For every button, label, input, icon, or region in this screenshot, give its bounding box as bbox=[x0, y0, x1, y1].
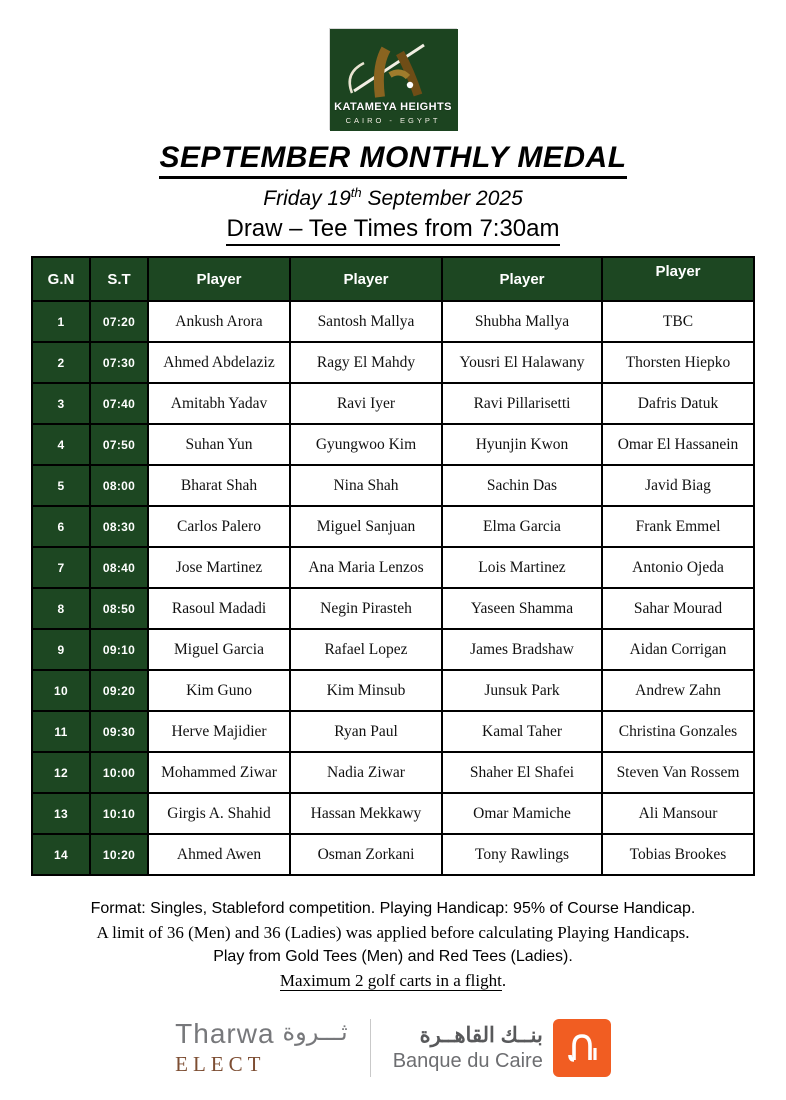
table-row bbox=[32, 301, 754, 342]
player-cell: Gyungwoo Kim bbox=[290, 424, 442, 465]
player-cell: Shubha Mallya bbox=[442, 301, 602, 342]
sponsor-divider bbox=[370, 1019, 371, 1077]
player-cell: Miguel Sanjuan bbox=[290, 506, 442, 547]
table-row bbox=[32, 383, 754, 424]
player-cell: Thorsten Hiepko bbox=[602, 342, 754, 383]
player-cell: Steven Van Rossem bbox=[602, 752, 754, 793]
table-row bbox=[32, 752, 754, 793]
club-name: KATAMEYA HEIGHTS bbox=[334, 101, 452, 113]
start-time-cell: 08:30 bbox=[90, 506, 148, 547]
player-cell: Herve Majidier bbox=[148, 711, 290, 752]
note-limit: A limit of 36 (Men) and 36 (Ladies) was applied before calculating Playing Handicaps. bbox=[96, 923, 690, 942]
event-date-prefix: Friday 19 bbox=[263, 187, 351, 210]
tharwa-latin-text: Tharwa bbox=[175, 1018, 275, 1049]
table-row bbox=[32, 465, 754, 506]
player-cell: Amitabh Yadav bbox=[148, 383, 290, 424]
player-cell: Javid Biag bbox=[602, 465, 754, 506]
column-header: S.T bbox=[90, 257, 148, 301]
group-number-cell: 3 bbox=[32, 383, 90, 424]
table-row bbox=[32, 506, 754, 547]
player-cell: Ana Maria Lenzos bbox=[290, 547, 442, 588]
column-header: Player bbox=[148, 257, 290, 301]
player-cell: Rasoul Madadi bbox=[148, 588, 290, 629]
player-cell: Carlos Palero bbox=[148, 506, 290, 547]
player-cell: James Bradshaw bbox=[442, 629, 602, 670]
table-row bbox=[32, 711, 754, 752]
group-number-cell: 9 bbox=[32, 629, 90, 670]
group-number-cell: 14 bbox=[32, 834, 90, 875]
competition-notes bbox=[0, 897, 786, 993]
tharwa-elect-text: ELECT bbox=[175, 1052, 266, 1076]
start-time-cell: 10:00 bbox=[90, 752, 148, 793]
arch-icon bbox=[562, 1028, 602, 1068]
group-number-cell: 7 bbox=[32, 547, 90, 588]
group-number-cell: 5 bbox=[32, 465, 90, 506]
tee-times-table bbox=[31, 256, 755, 876]
page-title: SEPTEMBER MONTHLY MEDAL bbox=[159, 141, 626, 179]
start-time-cell: 08:00 bbox=[90, 465, 148, 506]
player-cell: Girgis A. Shahid bbox=[148, 793, 290, 834]
group-number-cell: 12 bbox=[32, 752, 90, 793]
event-date bbox=[0, 185, 786, 211]
table-row bbox=[32, 424, 754, 465]
player-cell: Antonio Ojeda bbox=[602, 547, 754, 588]
player-cell: Hyunjin Kwon bbox=[442, 424, 602, 465]
player-cell: Omar Mamiche bbox=[442, 793, 602, 834]
player-cell: Nina Shah bbox=[290, 465, 442, 506]
table-row bbox=[32, 588, 754, 629]
player-cell: Ryan Paul bbox=[290, 711, 442, 752]
tharwa-arabic-text: ثـــروة bbox=[282, 1019, 348, 1046]
group-number-cell: 2 bbox=[32, 342, 90, 383]
table-row bbox=[32, 342, 754, 383]
player-cell: Frank Emmel bbox=[602, 506, 754, 547]
table-row bbox=[32, 547, 754, 588]
player-cell: Ravi Pillarisetti bbox=[442, 383, 602, 424]
player-cell: Elma Garcia bbox=[442, 506, 602, 547]
player-cell: Tony Rawlings bbox=[442, 834, 602, 875]
player-cell: Miguel Garcia bbox=[148, 629, 290, 670]
player-cell: TBC bbox=[602, 301, 754, 342]
player-cell: Tobias Brookes bbox=[602, 834, 754, 875]
player-cell: Kim Guno bbox=[148, 670, 290, 711]
group-number-cell: 8 bbox=[32, 588, 90, 629]
start-time-cell: 10:10 bbox=[90, 793, 148, 834]
player-cell: Andrew Zahn bbox=[602, 670, 754, 711]
table-row bbox=[32, 629, 754, 670]
player-cell: Sachin Das bbox=[442, 465, 602, 506]
player-cell: Jose Martinez bbox=[148, 547, 290, 588]
group-number-cell: 1 bbox=[32, 301, 90, 342]
column-header: Player bbox=[602, 257, 754, 301]
start-time-cell: 07:20 bbox=[90, 301, 148, 342]
player-cell: Ahmed Awen bbox=[148, 834, 290, 875]
player-cell: Lois Martinez bbox=[442, 547, 602, 588]
table-row bbox=[32, 670, 754, 711]
start-time-cell: 10:20 bbox=[90, 834, 148, 875]
player-cell: Dafris Datuk bbox=[602, 383, 754, 424]
start-time-cell: 07:50 bbox=[90, 424, 148, 465]
player-cell: Kim Minsub bbox=[290, 670, 442, 711]
player-cell: Hassan Mekkawy bbox=[290, 793, 442, 834]
start-time-cell: 08:40 bbox=[90, 547, 148, 588]
club-location: CAIRO - EGYPT bbox=[345, 116, 441, 125]
player-cell: Yousri El Halawany bbox=[442, 342, 602, 383]
note-carts-period: . bbox=[501, 971, 507, 990]
start-time-cell: 08:50 bbox=[90, 588, 148, 629]
player-cell: Ahmed Abdelaziz bbox=[148, 342, 290, 383]
note-carts bbox=[0, 969, 786, 993]
draw-subtitle: Draw – Tee Times from 7:30am bbox=[226, 215, 559, 246]
start-time-cell: 07:40 bbox=[90, 383, 148, 424]
player-cell: Mohammed Ziwar bbox=[148, 752, 290, 793]
banque-latin-text: Banque du Caire bbox=[392, 1049, 543, 1072]
player-cell: Kamal Taher bbox=[442, 711, 602, 752]
player-cell: Santosh Mallya bbox=[290, 301, 442, 342]
group-number-cell: 13 bbox=[32, 793, 90, 834]
club-logo bbox=[329, 28, 457, 130]
banque-icon-tile bbox=[553, 1019, 611, 1077]
player-cell: Nadia Ziwar bbox=[290, 752, 442, 793]
player-cell: Osman Zorkani bbox=[290, 834, 442, 875]
start-time-cell: 09:20 bbox=[90, 670, 148, 711]
player-cell: Yaseen Shamma bbox=[442, 588, 602, 629]
start-time-cell: 09:30 bbox=[90, 711, 148, 752]
note-format: Format: Singles, Stableford competition. Playing Handicap: 95% of Course Handicap. bbox=[90, 900, 696, 917]
player-cell: Omar El Hassanein bbox=[602, 424, 754, 465]
banque-du-caire-logo bbox=[393, 1019, 611, 1077]
group-number-cell: 10 bbox=[32, 670, 90, 711]
player-cell: Christina Gonzales bbox=[602, 711, 754, 752]
column-header: G.N bbox=[32, 257, 90, 301]
player-cell: Suhan Yun bbox=[148, 424, 290, 465]
table-row bbox=[32, 793, 754, 834]
column-header: Player bbox=[290, 257, 442, 301]
group-number-cell: 11 bbox=[32, 711, 90, 752]
start-time-cell: 09:10 bbox=[90, 629, 148, 670]
player-cell: Ragy El Mahdy bbox=[290, 342, 442, 383]
tharwa-elect-logo bbox=[175, 1018, 348, 1077]
banque-arabic-text: بنــك القاهــرة bbox=[419, 1023, 543, 1047]
player-cell: Ankush Arora bbox=[148, 301, 290, 342]
club-logo-box bbox=[329, 28, 457, 130]
note-carts-underlined: Maximum 2 golf carts in a flight bbox=[279, 971, 502, 990]
event-date-ordinal: th bbox=[350, 185, 362, 200]
player-cell: Aidan Corrigan bbox=[602, 629, 754, 670]
player-cell: Bharat Shah bbox=[148, 465, 290, 506]
start-time-cell: 07:30 bbox=[90, 342, 148, 383]
event-date-suffix: September 2025 bbox=[361, 187, 523, 210]
player-cell: Shaher El Shafei bbox=[442, 752, 602, 793]
player-cell: Rafael Lopez bbox=[290, 629, 442, 670]
player-cell: Negin Pirasteh bbox=[290, 588, 442, 629]
note-tees: Play from Gold Tees (Men) and Red Tees (Ladies). bbox=[213, 948, 573, 965]
player-cell: Junsuk Park bbox=[442, 670, 602, 711]
table-row bbox=[32, 834, 754, 875]
sponsor-logos bbox=[0, 1018, 786, 1077]
player-cell: Ravi Iyer bbox=[290, 383, 442, 424]
group-number-cell: 6 bbox=[32, 506, 90, 547]
player-cell: Ali Mansour bbox=[602, 793, 754, 834]
column-header: Player bbox=[442, 257, 602, 301]
player-cell: Sahar Mourad bbox=[602, 588, 754, 629]
header-row bbox=[32, 257, 754, 301]
group-number-cell: 4 bbox=[32, 424, 90, 465]
